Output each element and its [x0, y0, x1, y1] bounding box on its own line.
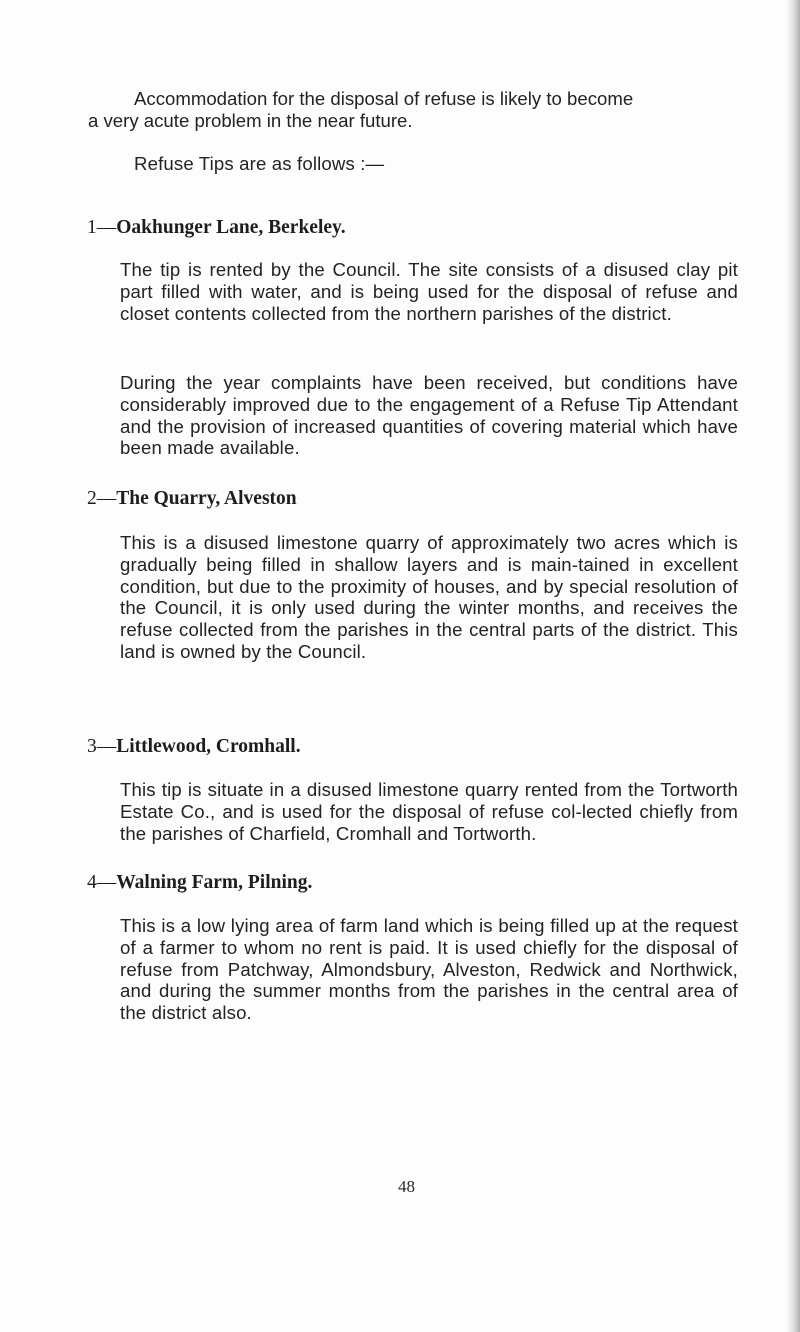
- tip-1-title: Oakhunger Lane, Berkeley.: [116, 217, 346, 238]
- tip-4-number: 4—: [87, 872, 117, 893]
- tip-2-paragraph-1: This is a disused limestone quarry of approximately two acres which is gradually being filled in shallow layers and is main-tained in excellent condition, but due to the proximity of houses, and by special resolution of the Council, it is only used during the winter months, and receives the refuse collected from the parishes in the central parts of the district. This land is owned by the Council.: [120, 532, 738, 662]
- intro-line-1: Accommodation for the disposal of refuse is likely to become: [134, 88, 634, 109]
- tip-4-paragraph-1: This is a low lying area of farm land which is being filled up at the request of a farmer to whom no rent is paid. It is used chiefly for the disposal of refuse from Patchway, Almondsbury, Alveston, Redwick and Northwick, and during the summer months from the parishes in the central area of the district also.: [120, 915, 738, 1024]
- tip-1-paragraph-2: During the year complaints have been received, but conditions have considerably improved due to the engagement of a Refuse Tip Attendant and the provision of increased quantities of covering material which have been made available.: [120, 372, 738, 459]
- tip-3-paragraph-1: This tip is situate in a disused limestone quarry rented from the Tortworth Estate Co., and is used for the disposal of refuse col-lected chiefly from the parishes of Charfield, Cromhall and Tortworth.: [120, 779, 738, 844]
- tip-3-title: Littlewood, Cromhall.: [116, 736, 301, 757]
- tip-1-heading: [87, 217, 346, 239]
- tip-1-paragraph-1: The tip is rented by the Council. The site consists of a disused clay pit part filled with water, and is being used for the disposal of refuse and closet contents collected from the northern parishes of the district.: [120, 259, 738, 324]
- tip-2-number: 2—: [87, 488, 117, 509]
- tips-intro: Refuse Tips are as follows :—: [134, 153, 385, 174]
- intro-line-2: a very acute problem in the near future.: [88, 110, 413, 131]
- tip-1-number: 1—: [87, 217, 117, 238]
- tip-3-number: 3—: [87, 736, 117, 757]
- page-edge-shadow: [786, 0, 800, 1332]
- tip-2-title: The Quarry, Alveston: [116, 488, 297, 509]
- tip-4-heading: [87, 872, 312, 894]
- tip-2-heading: [87, 488, 297, 510]
- tip-4-title: Walning Farm, Pilning.: [116, 872, 313, 893]
- page-number: 48: [398, 1177, 415, 1196]
- tip-3-heading: [87, 736, 301, 758]
